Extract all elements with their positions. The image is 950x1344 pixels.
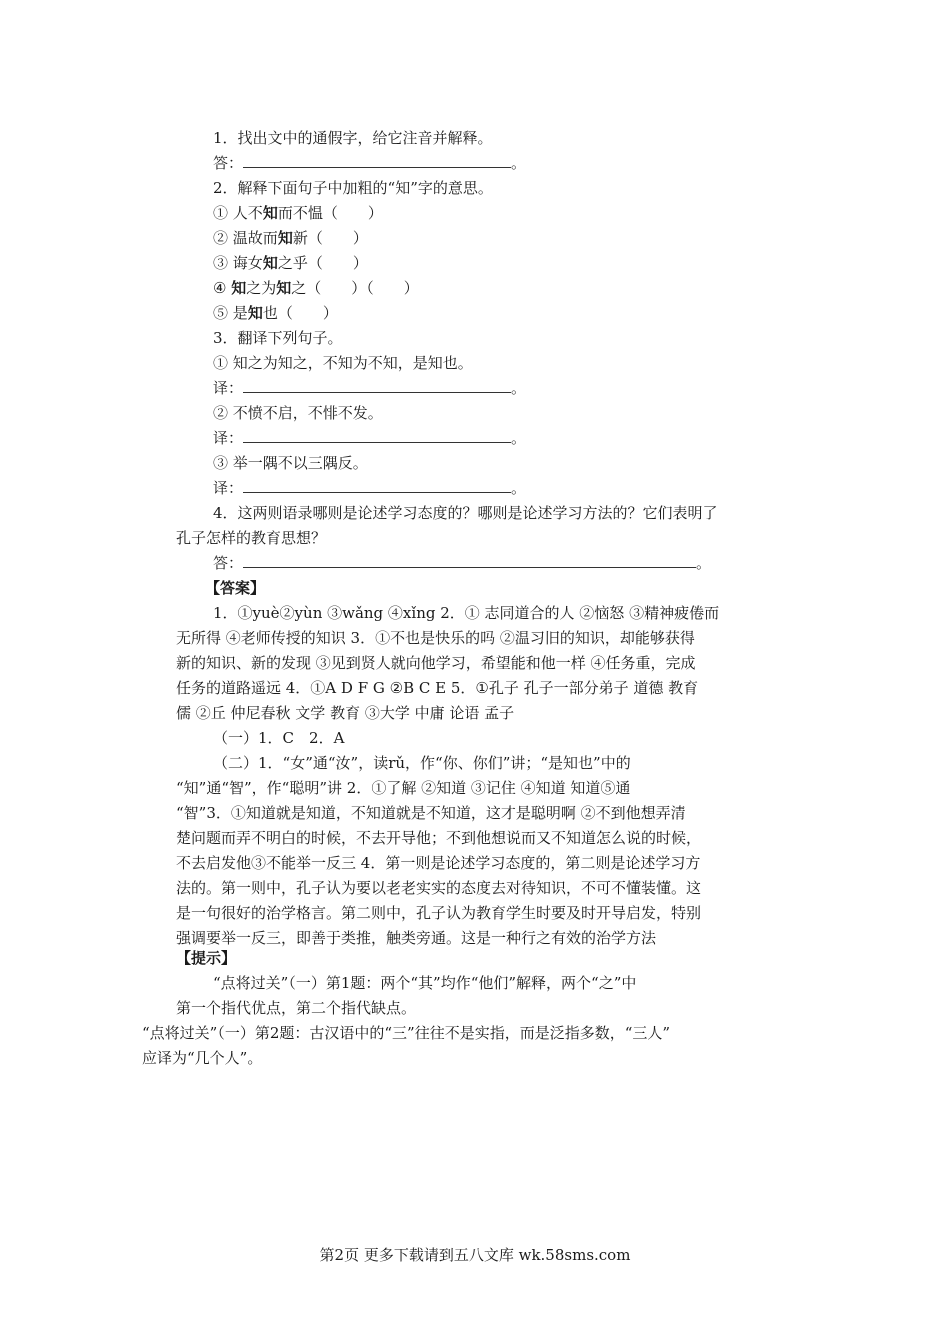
answer-line: 1．①yuè②yùn ③wǎng ④xǐng 2．① 志同道合的人 ②恼怒 ③精神疲倦而: [213, 604, 720, 622]
question-3-translation-3: 译： 。: [213, 479, 527, 497]
answer-label: 答：: [213, 154, 244, 172]
question-3: 3．翻译下列句子。: [213, 329, 343, 347]
hint-line: 应译为“几个人”。: [142, 1049, 263, 1067]
answer-line: “智”3．①知道就是知道，不知道就是不知道，这才是聪明啊 ②不到他想弄清: [176, 804, 686, 822]
answer-line: 无所得 ④老师传授的知识 3．①不也是快乐的吗 ②温习旧的知识，却能够获得: [176, 629, 695, 647]
answer-line: “知”通“智”，作“聪明”讲 2．①了解 ②知道 ③记住 ④知道 知道⑤通: [176, 779, 631, 797]
translation-blank: [243, 378, 511, 393]
hints-heading: 【提示】: [176, 949, 237, 967]
answer-line: 强调要举一反三，即善于类推，触类旁通。这是一种行之有效的治学方法: [176, 929, 657, 947]
answer-line: 是一句很好的治学格言。第二则中，孔子认为教育学生时要及时开导启发，特别: [176, 904, 702, 922]
translation-blank: [243, 428, 511, 443]
question-4-line-2: 孔子怎样的教育思想？: [176, 529, 327, 547]
question-1-answer: 答： 。: [213, 154, 527, 172]
question-2-item-2: ② 温故而知新（ ）: [213, 229, 368, 247]
question-3-translation-2: 译： 。: [213, 429, 527, 447]
hint-line: 第一个指代优点，第二个指代缺点。: [176, 999, 417, 1017]
answer-line: 任务的道路遥远 4．①A D F G ②B C E 5．①孔子 孔子一部分弟子 道德 教育: [176, 679, 699, 697]
question-2-item-4: ④ 知之为知之（ ）（ ）: [213, 279, 419, 297]
question-2: 2．解释下面句子中加粗的“知”字的意思。: [213, 179, 493, 197]
question-2-item-5: ⑤ 是知也（ ）: [213, 304, 338, 322]
question-3-sentence-1: ① 知之为知之，不知为不知，是知也。: [213, 354, 473, 372]
answer-line: （一）1．C 2．A: [213, 729, 345, 747]
hint-line: “点将过关”（一）第1题：两个“其”均作“他们”解释，两个“之”中: [213, 974, 637, 992]
translation-blank: [243, 478, 511, 493]
question-3-sentence-2: ② 不愤不启，不悱不发。: [213, 404, 383, 422]
answer-blank: [243, 153, 511, 168]
answer-line: 新的知识、新的发现 ③见到贤人就向他学习，希望能和他一样 ④任务重，完成: [176, 654, 696, 672]
question-4-line-1: 4．这两则语录哪则是论述学习态度的？哪则是论述学习方法的？它们表明了: [213, 504, 718, 522]
question-1: 1．找出文中的通假字，给它注音并解释。: [213, 129, 493, 147]
page-footer: 第2页 更多下载请到五八文库 wk.58sms.com: [319, 1246, 631, 1264]
question-3-sentence-3: ③ 举一隅不以三隅反。: [213, 454, 368, 472]
question-3-translation-1: 译： 。: [213, 379, 527, 397]
answer-line: 楚问题而弄不明白的时候，不去开导他；不到他想说而又不知道怎么说的时候，: [176, 829, 702, 847]
answers-heading: 【答案】: [205, 579, 266, 597]
answer-line: （二）1．“女”通“汝”，读rǔ，作“你、你们”讲；“是知也”中的: [213, 754, 631, 772]
answer-line: 儒 ②丘 仲尼春秋 文学 教育 ③大学 中庸 论语 孟子: [176, 704, 515, 722]
question-2-item-3: ③ 诲女知之乎（ ）: [213, 254, 368, 272]
question-2-item-1: ① 人不知而不愠（ ）: [213, 204, 383, 222]
hint-line: “点将过关”（一）第2题：古汉语中的“三”往往不是实指，而是泛指多数，“三人”: [142, 1024, 671, 1042]
answer-line: 不去启发他③不能举一反三 4．第一则是论述学习态度的，第二则是论述学习方: [176, 854, 701, 872]
answer-blank: [243, 553, 696, 568]
answer-line: 法的。第一则中，孔子认为要以老老实实的态度去对待知识，不可不懂装懂。这: [176, 879, 702, 897]
question-4-answer: 答： 。: [213, 554, 712, 572]
